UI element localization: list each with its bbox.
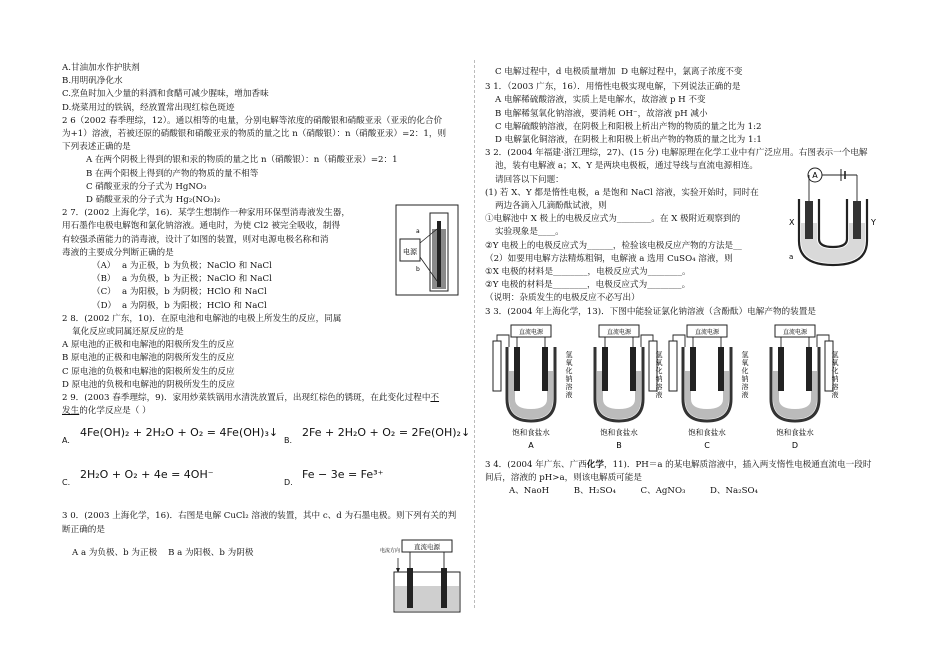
tube-label-char: 化: [741, 366, 749, 375]
dc-power-label: 直流电源: [694, 328, 720, 336]
question-31: [485, 81, 890, 147]
electrode-x-label: X: [789, 218, 795, 228]
q30-option-a: A a 为负极、b 为正极: [72, 547, 158, 558]
dc-power-label: 直流电源: [782, 328, 808, 336]
option-a: A.甘油加水作护肤剂: [62, 63, 140, 73]
q30-option-c: C 电解过程中，d 电极质量增加: [495, 67, 616, 77]
q32-sub1-line: (1) 若 X、Y 都是惰性电极，a 是饱和 NaCl 溶液，实验开始时，同时在: [485, 187, 759, 198]
q31-option-d: D 电解氯化铜溶液，在阴极上和阳极上析出产物的物质的量之比为 1:1: [495, 135, 762, 146]
q34-options: [485, 485, 890, 498]
cell-caption: 饱和食盐水: [688, 427, 726, 437]
q28-option-d: D 原电池的负极和电解池的阴极所发生的反应: [62, 379, 235, 390]
q32-line: 请回答以下问题：: [495, 174, 564, 185]
tube-label-char: 氢: [741, 350, 749, 359]
tube-label-char: 液: [831, 390, 839, 399]
q28-option-b: B 原电池的正极和电解池的阴极所发生的反应: [62, 353, 235, 364]
tube-label-char: 液: [655, 390, 663, 399]
q30-options-cd: [485, 66, 890, 79]
q32-sub1-q2: ②Y 电极上的电极反应式为______，检验该电极反应产物的方法是__: [485, 240, 742, 251]
q28-line: 2 8．(2002 广东，10)．在原电池和电解池的电极上所发生的反应，同属: [62, 313, 342, 324]
current-direction-label: 电流方向: [380, 548, 401, 555]
q28-option-c: C 原电池的负极和电解池的阳极所发生的反应: [62, 366, 235, 377]
tube-label-char: 化: [831, 366, 839, 375]
cell-caption: 饱和食盐水: [776, 427, 814, 437]
q27-line: 用石墨作电极电解饱和氯化钠溶液。通电时，为使 Cl2 被完全吸收，制得: [62, 221, 341, 232]
q26-line: 为+1）溶液，若被还原的硝酸银和硝酸亚汞的物质的量之比 n（硝酸银）：n（硝酸亚汞）=2：1，则: [62, 129, 447, 140]
apparatus-b: [595, 325, 663, 450]
apparatus-letter: C: [704, 440, 710, 450]
tube-label-char: 氢: [655, 350, 663, 359]
q31-option-c: C 电解硫酸钠溶液，在阴极上和阳极上析出产物的物质的量之比为 1:2: [495, 121, 762, 132]
q34-line: 间后，溶液的 pH>a，则该电解质可能是: [485, 473, 642, 484]
electrode: [602, 347, 608, 391]
q31-line: 3 1．（2003 广东，16）．用惰性电极实现电解，下列说法正确的是: [485, 82, 741, 93]
q33-apparatus-figure: [485, 321, 845, 453]
question-29: [62, 392, 470, 506]
q34-line: 3 4．(2004 年广东、广西化学，11)．PH＝a 的某电解质溶液中，插入两支惰性电极通直流电一段时: [485, 459, 872, 470]
q29-option-c-formula: 2H₂O + O₂ + 4e = 4OH⁻: [80, 468, 214, 482]
q27-option-b: （B） a 为负极，b 为正极；NaClO 和 NaCl: [92, 274, 272, 285]
q26-line: 2 6（2002 春季理综，12）。通以相等的电量，分别电解等浓度的硝酸银和硝酸亚汞（亚汞的化合价: [62, 115, 443, 126]
tube-label-char: 氢: [565, 350, 573, 359]
q29-option-c-label: C.: [62, 478, 71, 488]
q32-sub1-q1: ①电解池中 X 极上的电极反应式为________。在 X 极附近观察到的: [485, 214, 741, 225]
q34-option-c: C、AgNO₃: [640, 486, 686, 497]
dc-power-label: 直流电源: [606, 328, 632, 336]
dc-power-label: 直流电源: [518, 328, 544, 336]
q31-option-b: B 电解稀氢氧化钠溶液，要消耗 OH⁻，故溶液 pH 减小: [495, 108, 708, 119]
apparatus-letter: B: [616, 440, 622, 450]
tube-label-char: 溶: [741, 382, 749, 391]
tube-label-char: 氢: [831, 350, 839, 359]
q31-option-a: A 电解稀硫酸溶液，实质上是电解水，故溶液 p H 不变: [495, 95, 706, 106]
q30-line: 断正确的是: [62, 524, 105, 535]
q26-option-d: D 硝酸亚汞的分子式为 Hg₂(NO₃)₂: [86, 195, 221, 206]
tube-label-char: 钠: [655, 374, 663, 383]
tube-label-char: 溶: [565, 382, 573, 391]
tube-label-char: 溶: [655, 382, 663, 391]
q26-option-a: A 在两个阴极上得到的银和汞的物质的量之比 n（硝酸银）：n（硝酸亚汞）=2：1: [86, 155, 398, 166]
q30-line: 3 0．(2003 上海化学，16)．右图是电解 CuCl₂ 溶液的装置，其中 c、d 为石墨电极。则下列有关的判: [62, 511, 457, 522]
electrode-c: [407, 568, 413, 608]
electrode-y: [853, 201, 861, 239]
ammeter-label: A: [812, 171, 818, 181]
dc-power-label: 直流电源: [414, 543, 440, 552]
q29-option-a-label: A.: [62, 436, 70, 446]
electrode-rod: [437, 221, 441, 287]
q32-line: 池，装有电解液 a；X、Y 是两块电极板，通过导线与直流电源相连。: [495, 161, 759, 172]
option-d: D.烧菜用过的铁锅，经放置常出现红棕色斑迹: [62, 102, 235, 113]
electrode-a-label: a: [416, 228, 420, 236]
q29-option-b-formula: 2Fe + 2H₂O + O₂ = 2Fe(OH)₂↓: [302, 426, 471, 440]
q27-option-a: （A） a 为正极，b 为负极；NaClO 和 NaCl: [92, 261, 272, 272]
q26-option-b: B 在两个阳极上得到的产物的物质的量不相等: [86, 168, 259, 179]
tube-label-char: 氧: [831, 358, 839, 367]
electrode: [718, 347, 724, 391]
electrode: [630, 347, 636, 391]
q27-disinfectant-generator-figure: [394, 199, 462, 299]
test-tube: [493, 341, 501, 391]
question-26: [62, 115, 470, 207]
q28-line: 氧化反应或同属还原反应的是: [72, 327, 184, 338]
q27-option-d: （D） a 为阴极，b 为阳极；HClO 和 NaCl: [92, 300, 267, 311]
question-30: [62, 510, 470, 560]
q33-line: 3 3．(2004 年上海化学，13)．下图中能验证氯化钠溶液（含酚酞）电解产物的装置是: [485, 306, 816, 317]
electrode-x: [805, 201, 813, 239]
q29-option-b-label: B.: [284, 436, 293, 446]
question-33: [485, 306, 890, 453]
tube-label-char: 氧: [741, 358, 749, 367]
electrode-d: [441, 568, 447, 608]
q29-line: 2 9．(2003 春季理综，9)．家用炒菜铁锅用水清洗放置后，出现红棕色的锈斑，在此变化过程中不: [62, 393, 440, 404]
q27-line: 2 7．(2002 上海化学，16)．某学生想制作一种家用环保型消毒液发生器，: [62, 208, 350, 219]
q32-sub2-q1: ①X 电极的材料是________，电极反应式为________。: [485, 267, 691, 278]
right-column: [485, 66, 890, 498]
q32-sub1-line: 两边各滴入几滴酚酞试液，则: [495, 201, 607, 212]
q32-sub2-q2: ②Y 电极的材料是________，电极反应式为________。: [485, 280, 691, 291]
q29-option-d-formula: Fe − 3e = Fe³⁺: [302, 468, 384, 482]
electrode: [778, 347, 784, 391]
tube-label-char: 溶: [831, 382, 839, 391]
tube-label-char: 液: [741, 390, 749, 399]
tube-label-char: 化: [655, 366, 663, 375]
electrode-y-label: Y: [871, 218, 876, 228]
question-27: [62, 207, 470, 313]
tube-label-char: 钠: [565, 374, 573, 383]
q26-line: 下列表述正确的是: [62, 142, 131, 153]
question-34: [485, 459, 890, 499]
left-column: [62, 62, 470, 560]
q30-cucl2-electrolysis-figure: [380, 538, 470, 616]
q27-option-c: （C） a 为阳极，b 为阴极；HClO 和 NaCl: [92, 287, 267, 298]
tube-label-char: 氧: [565, 358, 573, 367]
question-28: [62, 313, 470, 392]
electrode: [514, 347, 520, 391]
power-source-label: 电源: [403, 248, 417, 257]
q34-option-d: D、Na₂SO₄: [710, 486, 758, 497]
apparatus-c: [669, 325, 749, 450]
test-tube: [669, 341, 677, 391]
q30-option-b: B a 为阳极、b 为阴极: [168, 547, 254, 558]
tube-label-char: 化: [565, 366, 573, 375]
apparatus-letter: A: [528, 440, 534, 450]
q34-option-b: B、H₂SO₄: [573, 486, 616, 497]
q32-sub2-line: （2）如要用电解方法精炼粗铜，电解液 a 选用 CuSO₄ 溶液，则: [485, 253, 733, 264]
q30-option-d: D 电解过程中，氯离子浓度不变: [621, 67, 743, 77]
electrode: [542, 347, 548, 391]
option-b: B.用明矾净化水: [62, 76, 123, 87]
q32-sub1-q1b: 实验现象是____。: [495, 227, 564, 238]
column-divider: [474, 60, 475, 608]
cell-caption: 饱和食盐水: [512, 427, 550, 437]
apparatus-letter: D: [791, 440, 799, 450]
electrode-b-label: b: [416, 266, 420, 274]
option-c: C.烹鱼时加入少量的料酒和食醋可减少腥味，增加香味: [62, 89, 269, 100]
q29-equations-ab: [62, 418, 470, 462]
tube-label-char: 钠: [831, 374, 839, 383]
q32-line: 3 2．(2004 年福建·浙江理综，27)、(15 分) 电解原理在化学工业中有广泛应用。右图表示一个电解: [485, 148, 868, 159]
cucl2-solution: [395, 586, 459, 611]
apparatus-d: [771, 325, 839, 450]
electrolyte-label: a: [789, 253, 794, 262]
question-32: [485, 147, 890, 305]
q29-line: 发生的化学反应是（ ）: [62, 406, 151, 417]
q34-option-a: A、NaoH: [509, 486, 550, 497]
q29-option-d-label: D.: [284, 478, 293, 488]
q27-line: 有较强杀菌能力的消毒液，设计了如图的装置，则对电源电极名称和消: [62, 234, 329, 245]
cell-caption: 饱和食盐水: [600, 427, 638, 437]
q29-option-a-formula: 4Fe(OH)₂ + 2H₂O + O₂ = 4Fe(OH)₃↓: [80, 426, 279, 440]
tube-label-char: 液: [565, 390, 573, 399]
electrode: [806, 347, 812, 391]
q32-u-tube-electrolysis-figure: [785, 161, 881, 273]
q27-line: 毒液的主要成分判断正确的是: [62, 247, 174, 258]
tube-label-char: 氧: [655, 358, 663, 367]
electrode: [690, 347, 696, 391]
tube-label-char: 钠: [741, 374, 749, 383]
q28-option-a: A 原电池的正极和电解池的阳极所发生的反应: [62, 340, 235, 351]
q29-equations-cd: [62, 462, 470, 506]
apparatus-a: [493, 325, 573, 450]
q32-note: （说明：杂质发生的电极反应不必写出）: [485, 293, 640, 304]
q26-option-c: C 硝酸亚汞的分子式为 HgNO₃: [86, 181, 207, 192]
prev-question-options: [62, 62, 470, 115]
